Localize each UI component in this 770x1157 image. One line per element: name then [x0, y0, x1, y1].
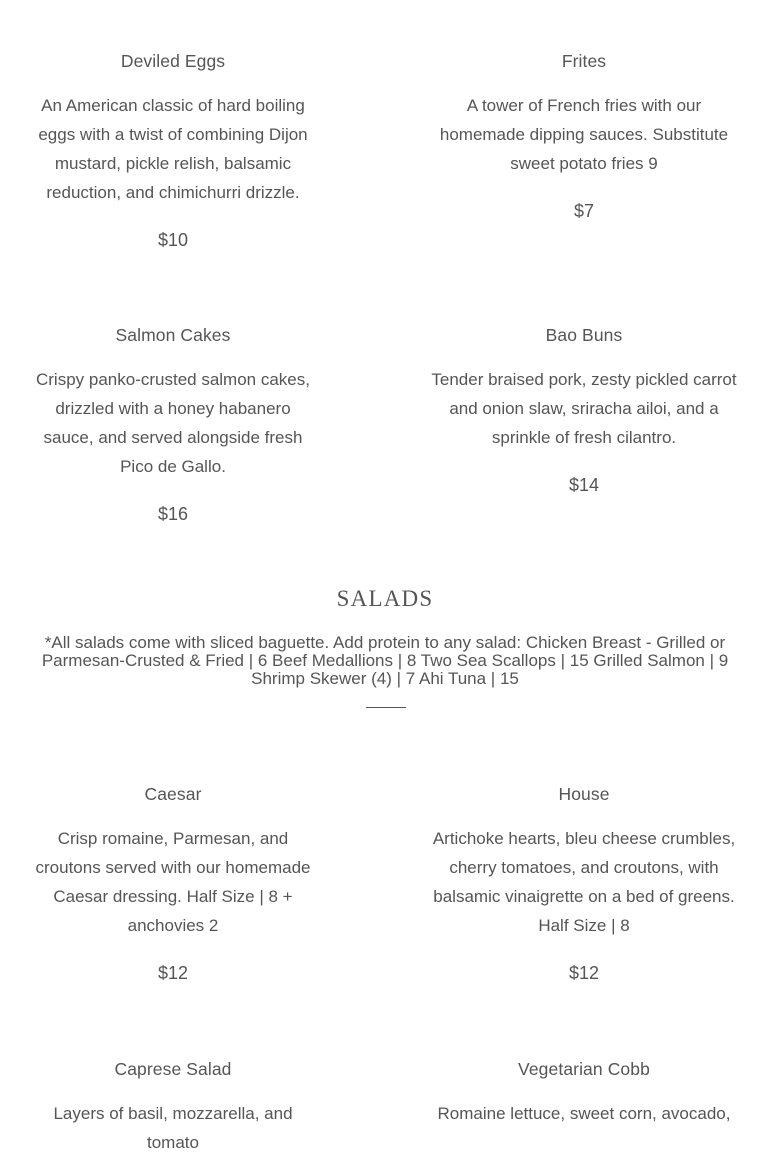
section-title-salads: SALADS	[336, 586, 434, 611]
menu-item-vegetarian-cobb	[430, 1059, 738, 1128]
menu-item-bao-buns	[430, 325, 738, 496]
section-divider	[366, 707, 406, 708]
item-title: House	[558, 784, 610, 804]
item-title: Vegetarian Cobb	[518, 1059, 650, 1079]
item-title: Salmon Cakes	[115, 325, 231, 345]
item-title: Caesar	[144, 784, 202, 804]
menu-item-frites	[430, 51, 738, 222]
item-description: An American classic of hard boiling eggs with a twist of combining Dijon mustard, pickle relish, balsamic reduction, and chimichurri drizzle.	[38, 96, 308, 202]
item-description: Crispy panko-crusted salmon cakes, drizzled with a honey habanero sauce, and served alongside fresh Pico de Gallo.	[35, 370, 310, 476]
item-price: $14	[568, 475, 600, 495]
item-description: Crisp romaine, Parmesan, and croutons served with our homemade Caesar dressing. Half Size | 8 + anchovies 2	[35, 829, 311, 935]
item-price: $7	[573, 201, 595, 221]
item-price: $10	[157, 230, 189, 250]
item-title: Bao Buns	[545, 325, 623, 345]
menu-item-caesar	[28, 784, 318, 984]
item-title: Deviled Eggs	[120, 51, 226, 71]
item-description: Layers of basil, mozzarella, and tomato	[53, 1104, 293, 1152]
menu-item-salmon-cakes	[28, 325, 318, 525]
item-description: Tender braised pork, zesty pickled carrot and onion slaw, sriracha ailoi, and a sprinkle of fresh cilantro.	[431, 370, 737, 447]
item-title: Caprese Salad	[114, 1059, 232, 1079]
item-title: Frites	[561, 51, 607, 71]
menu-item-deviled-eggs	[28, 51, 318, 251]
menu-item-caprese-salad	[28, 1059, 318, 1157]
menu-item-house	[430, 784, 738, 984]
item-price: $16	[157, 504, 189, 524]
section-note: *All salads come with sliced baguette. Add protein to any salad: Chicken Breast - Grilled or Parmesan-Crusted & Fried | 6 Beef Medallions | 8 Two Sea Scallops | 15 Grilled Salmon | 9 Shrimp Skewer (4) | 7 Ahi Tuna | 15	[41, 633, 729, 688]
item-description: Romaine lettuce, sweet corn, avocado,	[437, 1104, 731, 1123]
item-description: Artichoke hearts, bleu cheese crumbles, cherry tomatoes, and croutons, with balsamic vinaigrette on a bed of greens. Half Size | 8	[432, 829, 736, 935]
item-price: $12	[568, 963, 600, 983]
item-price: $12	[157, 963, 189, 983]
item-description: A tower of French fries with our homemade dipping sauces. Substitute sweet potato fries 9	[439, 96, 729, 173]
